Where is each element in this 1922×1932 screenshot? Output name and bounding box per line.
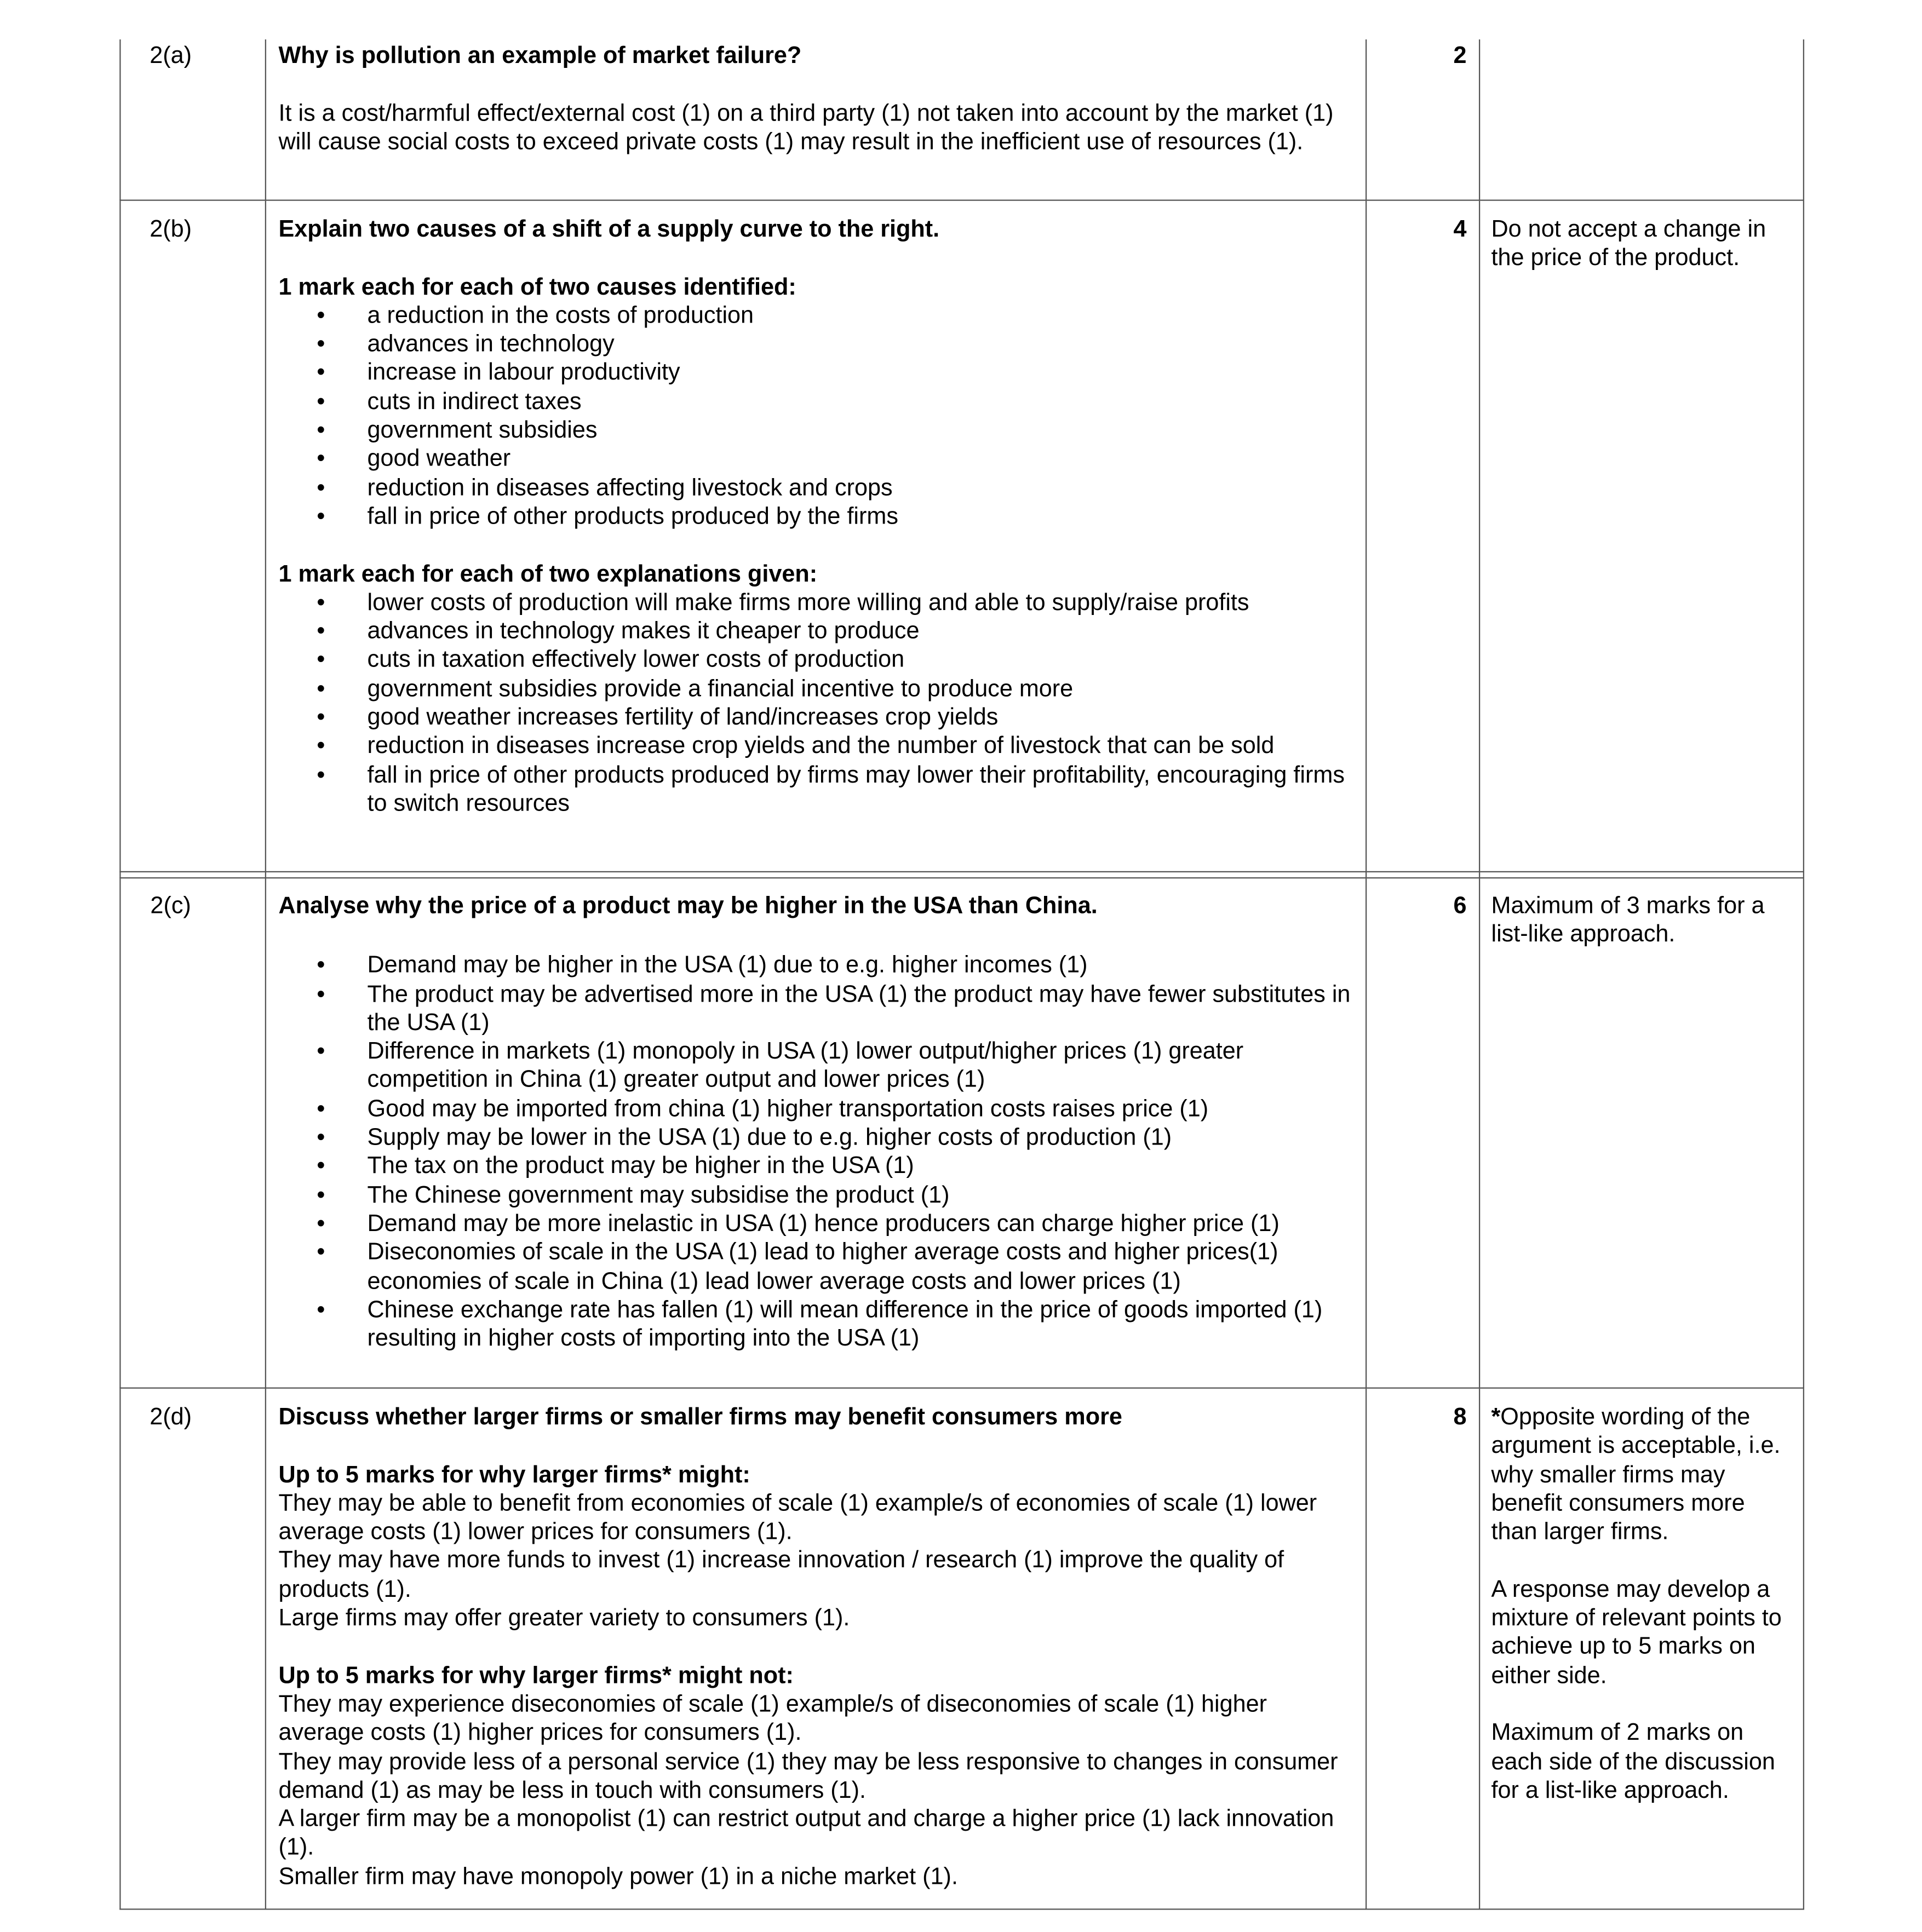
question-number-cell — [120, 878, 266, 1388]
might-heading: Up to 5 marks for why larger firms* might: — [278, 1462, 750, 1488]
guidance-cell — [1479, 878, 1804, 1388]
bullet-icon: • — [317, 705, 325, 731]
points-list — [279, 952, 1353, 1354]
marks-value: 8 — [1453, 1405, 1467, 1431]
guidance-text: Do not accept a change in the price of the product. — [1491, 217, 1766, 272]
table-row — [120, 39, 1804, 200]
list-item: • good weather increases fertility of land/increases crop yields — [279, 704, 1353, 732]
question-title: Analyse why the price of a product may be higher in the USA than China. — [278, 893, 1098, 919]
list-item: • advances in technology makes it cheaper to produce — [279, 618, 1353, 646]
explanations-list — [279, 589, 1353, 818]
might-not-paragraph: They may experience diseconomies of scale (1) example/s of diseconomies of scale (1) higher average costs (1) higher prices for consumers (1). — [278, 1692, 1267, 1746]
marks-cell — [1366, 200, 1479, 872]
marks-cell — [1366, 878, 1479, 1388]
question-number: 2(d) — [150, 1405, 192, 1431]
marks-value: 6 — [1453, 893, 1467, 919]
bullet-icon: • — [317, 303, 325, 329]
causes-heading: 1 mark each for each of two causes identified: — [278, 274, 796, 301]
marks-cell — [1366, 1388, 1479, 1910]
bullet-icon: • — [317, 360, 325, 387]
bullet-icon: • — [317, 389, 325, 415]
guidance-text: Maximum of 2 marks on each side of the discussion for a list-like approach. — [1491, 1720, 1775, 1804]
list-item: • advances in technology — [279, 330, 1353, 359]
question-number-cell — [120, 200, 266, 872]
list-item: • cuts in taxation effectively lower costs of production — [279, 646, 1353, 675]
guidance-text: Maximum of 3 marks for a list-like approach. — [1491, 893, 1765, 948]
question-number: 2(a) — [150, 43, 192, 69]
bullet-icon: • — [317, 981, 325, 1008]
marks-value: 4 — [1453, 217, 1467, 243]
bullet-icon: • — [317, 762, 325, 789]
question-number: 2(b) — [150, 217, 192, 243]
answer-text: It is a cost/harmful effect/external cost (1) on a third party (1) not taken into account by the market (1) will cause social costs to exceed private costs (1) may result in the inefficient use of resources (1). — [278, 100, 1334, 156]
table-row — [120, 878, 1804, 1388]
mark-scheme-table — [119, 39, 1804, 1910]
list-item: • Chinese exchange rate has fallen (1) will mean difference in the price of goods imported (1) resulting in higher costs of importing into the USA (1) — [279, 1296, 1353, 1354]
list-item: • fall in price of other products produced by the firms — [279, 503, 1353, 531]
bullet-icon: • — [317, 475, 325, 502]
list-item: • reduction in diseases increase crop yields and the number of livestock that can be sold — [279, 732, 1353, 761]
bullet-icon: • — [317, 1039, 325, 1065]
question-number-cell — [120, 1388, 266, 1910]
answer-cell — [266, 1388, 1366, 1910]
list-item: • fall in price of other products produced by firms may lower their profitability, encouraging firms to switch resources — [279, 761, 1353, 819]
bullet-icon: • — [317, 1211, 325, 1237]
list-item: • government subsidies — [279, 417, 1353, 445]
bullet-icon: • — [317, 647, 325, 674]
list-item: • Supply may be lower in the USA (1) due to e.g. higher costs of production (1) — [279, 1124, 1353, 1152]
answer-cell — [266, 200, 1366, 872]
guidance-cell — [1479, 200, 1804, 872]
list-item: • Diseconomies of scale in the USA (1) lead to higher average costs and higher prices(1) economies of scale in China (1) lead lower average costs and lower prices (1) — [279, 1239, 1353, 1296]
might-paragraph: They may be able to benefit from economies of scale (1) example/s of economies of scale (1) lower average costs (1) lower prices for consumers (1). — [278, 1491, 1317, 1545]
might-not-paragraph: They may provide less of a personal service (1) they may be less responsive to changes in consumer demand (1) as may be less in touch with consumers (1). — [278, 1749, 1338, 1804]
list-item: • Demand may be higher in the USA (1) due to e.g. higher incomes (1) — [279, 952, 1353, 980]
row-separator — [120, 872, 1804, 878]
might-paragraph: They may have more funds to invest (1) increase innovation / research (1) improve the quality of products (1). — [278, 1548, 1284, 1603]
bullet-icon: • — [317, 1125, 325, 1151]
asterisk: * — [1491, 1405, 1501, 1431]
list-item: • The product may be advertised more in the USA (1) the product may have fewer substitutes in the USA (1) — [279, 980, 1353, 1038]
list-item: • good weather — [279, 445, 1353, 474]
bullet-icon: • — [317, 952, 325, 979]
list-item: • Demand may be more inelastic in USA (1) hence producers can charge higher price (1) — [279, 1210, 1353, 1238]
guidance-text: *Opposite wording of the argument is acceptable, i.e. why smaller firms may benefit consumers more than larger firms. — [1491, 1405, 1781, 1545]
list-item: • Difference in markets (1) monopoly in USA (1) lower output/higher prices (1) greater competition in China (1) greater output and lower prices (1) — [279, 1038, 1353, 1095]
bullet-icon: • — [317, 1182, 325, 1209]
list-item: • a reduction in the costs of production — [279, 302, 1353, 330]
question-title: Discuss whether larger firms or smaller firms may benefit consumers more — [278, 1405, 1122, 1431]
list-item: • Good may be imported from china (1) higher transportation costs raises price (1) — [279, 1095, 1353, 1124]
question-title: Explain two causes of a shift of a supply curve to the right. — [278, 217, 940, 243]
might-paragraph: Large firms may offer greater variety to consumers (1). — [278, 1605, 850, 1632]
list-item: • reduction in diseases affecting livestock and crops — [279, 474, 1353, 503]
bullet-icon: • — [317, 331, 325, 358]
might-not-paragraph: Smaller firm may have monopoly power (1) in a niche market (1). — [278, 1864, 958, 1890]
marks-value: 2 — [1453, 43, 1467, 69]
bullet-icon: • — [317, 1297, 325, 1324]
guidance-cell — [1479, 1388, 1804, 1910]
bullet-icon: • — [317, 676, 325, 702]
bullet-icon: • — [317, 417, 325, 444]
bullet-icon: • — [317, 446, 325, 473]
bullet-icon: • — [317, 504, 325, 530]
list-item: • The tax on the product may be higher in the USA (1) — [279, 1153, 1353, 1181]
explanations-heading: 1 mark each for each of two explanations given: — [278, 561, 818, 588]
bullet-icon: • — [317, 618, 325, 645]
marks-cell — [1366, 39, 1479, 200]
list-item: • lower costs of production will make firms more willing and able to supply/raise profits — [279, 589, 1353, 617]
bullet-icon: • — [317, 1240, 325, 1266]
guidance-cell — [1479, 39, 1804, 200]
bullet-icon: • — [317, 733, 325, 760]
list-item: • cuts in indirect taxes — [279, 388, 1353, 416]
table-row — [120, 1388, 1804, 1910]
might-not-heading: Up to 5 marks for why larger firms* might not: — [278, 1663, 794, 1689]
question-number-cell — [120, 39, 266, 200]
list-item: • The Chinese government may subsidise the product (1) — [279, 1181, 1353, 1210]
guidance-text: A response may develop a mixture of relevant points to achieve up to 5 marks on either side. — [1491, 1577, 1782, 1689]
bullet-icon: • — [317, 1096, 325, 1123]
bullet-icon: • — [317, 1153, 325, 1180]
bullet-icon: • — [317, 590, 325, 616]
answer-cell — [266, 39, 1366, 200]
list-item: • increase in labour productivity — [279, 359, 1353, 388]
question-number: 2(c) — [150, 893, 191, 919]
causes-list — [279, 302, 1353, 531]
table-row — [120, 200, 1804, 872]
might-not-paragraph: A larger firm may be a monopolist (1) can restrict output and charge a higher price (1) lack innovation (1). — [278, 1806, 1334, 1861]
answer-cell — [266, 878, 1366, 1388]
question-title: Why is pollution an example of market failure? — [278, 43, 802, 69]
list-item: • government subsidies provide a financial incentive to produce more — [279, 675, 1353, 703]
